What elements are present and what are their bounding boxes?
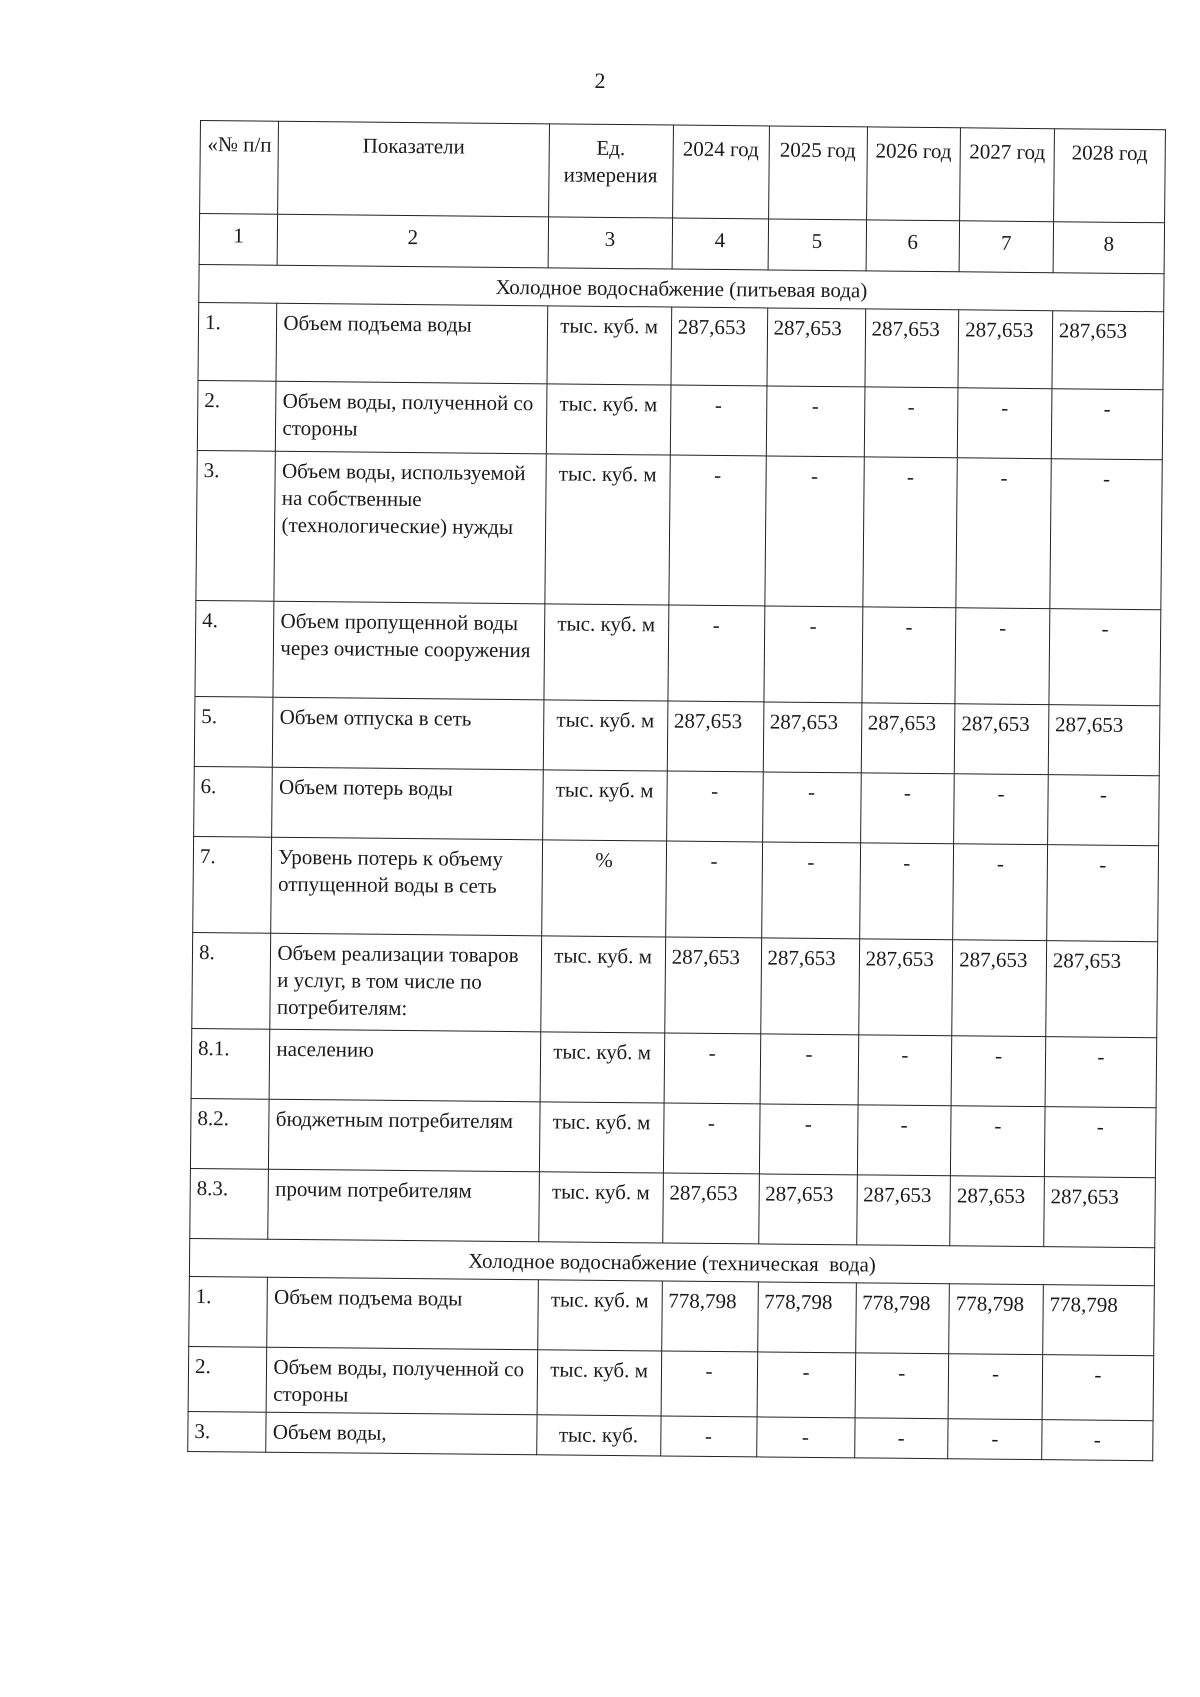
value-2025: - [763,606,862,703]
value-2026: 287,653 [858,939,953,1036]
value-2027: 287,653 [958,310,1052,389]
row-indicator: Объем подъема воды [267,1277,538,1350]
value-2025: 287,653 [766,308,865,387]
row-unit: тыс. куб. м [546,384,671,455]
value-2024: 778,798 [661,1281,758,1352]
header-cell-no: «№ п/п [200,121,279,215]
value-2025: - [757,1352,856,1418]
table-row [190,1168,1156,1247]
header-cell-2025: 2025 год [768,126,867,220]
value-2027: - [957,388,1051,459]
row-number: 7. [193,836,272,933]
value-2025: - [766,386,865,457]
row-indicator: Объем пропущенной воды через очистные сооружения [273,601,544,700]
value-2028: - [1049,609,1161,706]
index-cell: 8 [1053,222,1165,274]
table-row [188,1346,1154,1420]
table-row [197,380,1163,459]
value-2028: 287,653 [1044,1177,1156,1248]
header-cell-2027: 2027 год [960,128,1055,222]
row-number: 8.1. [191,1028,270,1099]
value-2024: 287,653 [667,701,764,772]
value-2024: - [666,771,763,842]
row-indicator: бюджетным потребителям [269,1099,540,1172]
header-cell-2024: 2024 год [672,125,769,219]
value-2027: 287,653 [952,940,1047,1037]
row-unit: тыс. куб. м [540,1032,665,1103]
table-row [189,1276,1155,1355]
row-unit: тыс. куб. м [537,1280,662,1351]
value-2024: - [669,455,766,606]
value-2028: 287,653 [1048,705,1160,776]
value-2026: 287,653 [856,1175,950,1246]
value-2027: - [948,1419,1042,1460]
row-indicator: прочим потребителям [268,1169,539,1242]
row-number: 8. [192,932,271,1029]
row-number: 1. [198,302,277,381]
row-number: 4. [195,600,274,697]
value-2024: - [668,605,765,702]
row-indicator: Объем подъема воды [276,303,547,384]
value-2026: - [861,607,956,704]
row-number: 2. [188,1346,267,1412]
table-row [196,450,1162,609]
value-2028: - [1042,1420,1154,1461]
value-2024: - [660,1416,756,1457]
value-2028: 287,653 [1046,941,1158,1038]
value-2028: - [1042,1355,1154,1421]
value-2024: 287,653 [664,937,761,1034]
row-unit: тыс. куб. [536,1415,661,1456]
value-2025: - [760,1034,859,1105]
value-2028: - [1044,1107,1156,1178]
value-2024: - [665,841,762,938]
row-indicator: Объем воды, [266,1412,536,1455]
value-2024: - [661,1351,757,1417]
value-2027: - [954,774,1048,845]
row-number: 8.3. [190,1168,269,1239]
row-indicator: Объем потерь воды [272,767,543,840]
value-2026: - [860,773,954,844]
value-2028: - [1050,459,1163,610]
value-2027: - [953,844,1048,941]
value-2027: - [955,608,1050,705]
row-indicator: населению [270,1029,541,1102]
index-cell: 6 [866,220,960,272]
value-2026: - [854,1418,948,1459]
row-indicator: Объем воды, полученной со стороны [276,381,547,454]
row-indicator: Объем отпуска в сеть [273,697,544,770]
value-2027: 778,798 [949,1284,1043,1355]
row-indicator: Уровень потерь к объему отпущенной воды в сеть [271,837,542,936]
table-row [198,302,1164,389]
section-title: Холодное водоснабжение (питьевая вода) [199,264,1164,311]
value-2024: - [663,1103,760,1174]
row-indicator: Объем воды, полученной со стороны [267,1347,538,1415]
index-cell: 5 [768,219,867,271]
header-row [200,121,1166,223]
value-2027: - [948,1354,1042,1420]
row-unit: тыс. куб. м [543,604,668,701]
index-cell: 3 [548,217,673,269]
value-2027: 287,653 [954,704,1048,775]
table-row [193,836,1159,941]
row-unit: тыс. куб. м [544,454,670,605]
value-2025: 287,653 [758,1174,857,1245]
header-cell-2026: 2026 год [866,127,961,221]
row-unit: тыс. куб. м [537,1350,662,1416]
value-2025: 287,653 [763,702,862,773]
table-row [195,600,1161,705]
header-cell-indicator: Показатели [278,121,549,217]
value-2025: - [764,456,863,607]
row-unit: тыс. куб. м [538,1172,663,1243]
value-2028: - [1045,1037,1157,1108]
row-unit: тыс. куб. м [543,700,668,771]
row-unit: тыс. куб. м [539,1102,664,1173]
index-cell: 1 [199,214,278,266]
value-2026: 778,798 [855,1283,949,1354]
value-2028: 287,653 [1052,311,1164,390]
table-row [190,1098,1156,1177]
value-2028: - [1047,845,1159,942]
value-2025: - [759,1104,858,1175]
value-2025: 287,653 [760,938,859,1035]
value-2025: 778,798 [757,1282,856,1353]
value-2024: 287,653 [671,307,768,386]
value-2025: - [762,772,861,843]
table-row [194,766,1160,845]
value-2026: - [855,1353,949,1419]
row-number: 8.2. [190,1098,269,1169]
row-unit: тыс. куб. м [542,770,667,841]
table-row [191,1028,1157,1107]
header-cell-unit: Ед. измерения [548,124,673,218]
value-2024: 287,653 [662,1173,759,1244]
value-2027: - [951,1036,1045,1107]
value-2025: - [761,842,860,939]
row-number: 1. [189,1276,268,1347]
row-unit: тыс. куб. м [546,306,671,385]
table-row [188,1411,1153,1460]
column-index-row [199,214,1164,274]
value-2026: 287,653 [864,309,958,388]
value-2027: 287,653 [950,1176,1044,1247]
row-unit: тыс. куб. м [540,936,665,1033]
row-indicator: Объем воды, используемой на собственные (технологические) нужды [274,451,546,604]
row-unit: % [541,840,666,937]
value-2025: - [756,1417,854,1458]
row-number: 3. [196,450,276,601]
index-cell: 7 [959,221,1053,273]
row-indicator: Объем реализации товаров и услуг, в том числе по потребителям: [270,933,541,1032]
value-2028: 778,798 [1043,1285,1155,1356]
index-cell: 4 [672,218,768,270]
value-2026: - [862,457,957,608]
value-2026: - [859,843,954,940]
row-number: 6. [194,766,273,837]
value-2028: - [1051,389,1163,460]
value-2026: - [857,1105,951,1176]
value-2026: 287,653 [861,703,955,774]
row-number: 3. [188,1411,267,1452]
value-2027: - [956,458,1051,609]
indicators-table [187,120,1166,1461]
page-number: 2 [594,68,606,93]
value-2026: - [864,387,958,458]
table-row [194,696,1160,775]
value-2024: - [670,385,767,456]
row-number: 2. [197,380,276,451]
index-cell: 2 [278,214,549,268]
header-cell-2028: 2028 год [1053,129,1165,223]
section-title: Холодное водоснабжение (техническая вода) [189,1238,1154,1285]
value-2026: - [858,1035,952,1106]
value-2027: - [951,1106,1045,1177]
value-2028: - [1047,775,1159,846]
row-number: 5. [194,696,273,767]
table-row [192,932,1158,1037]
value-2024: - [664,1033,761,1104]
